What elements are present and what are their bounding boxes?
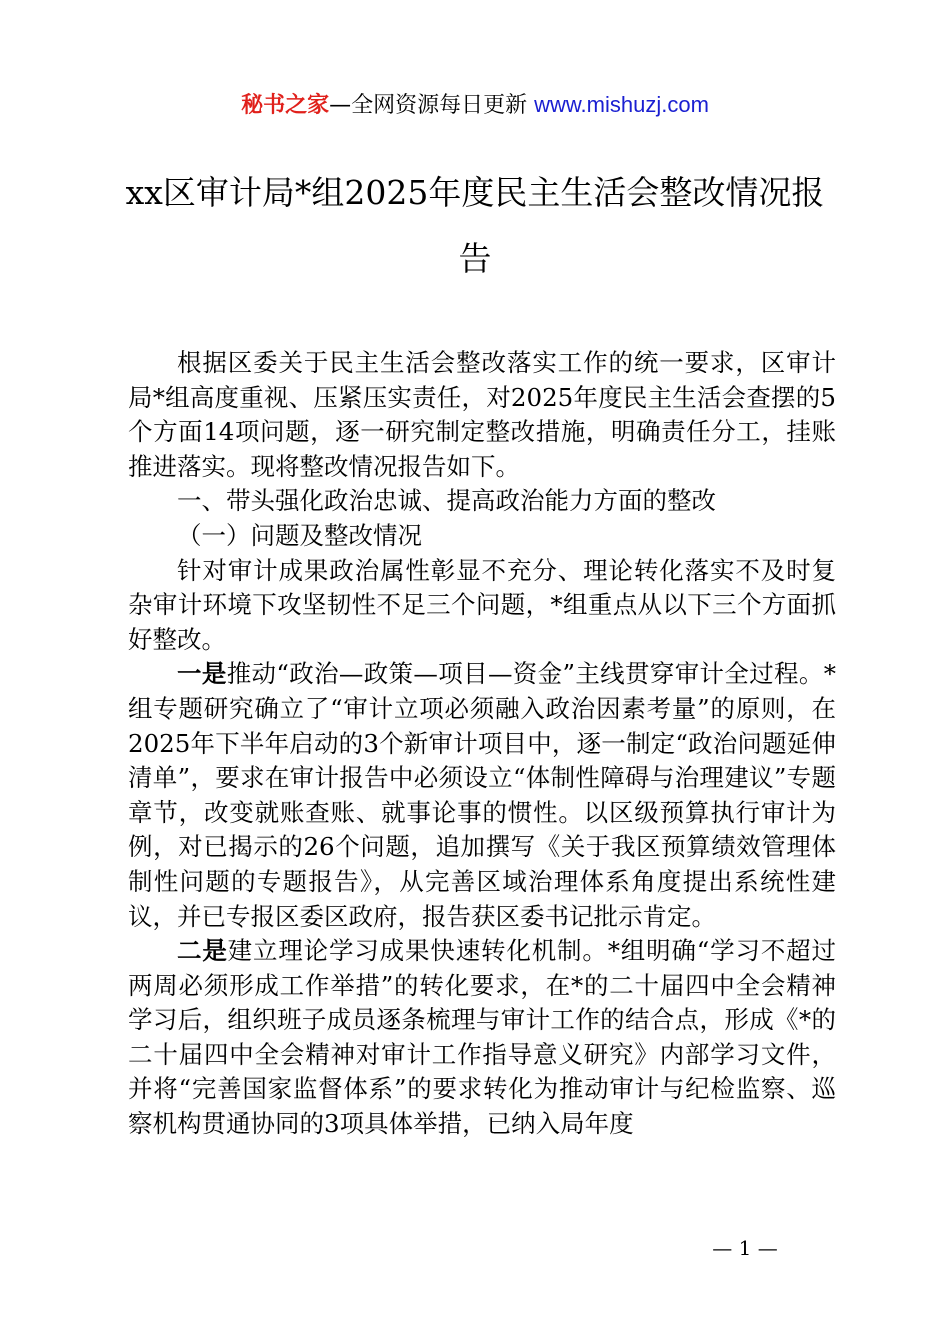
page-number: — 1 — [712,1236,778,1260]
document-title: xx区审计局*组2025年度民主生活会整改情况报告 [125,173,825,278]
banner-slogan: —全网资源每日更新 [329,93,535,118]
paragraph-2-text: 推动“政治—政策—项目—资金”主线贯穿审计全过程。*组专题研究确立了“审计立项必须融入政治因素考量”的原则，在2025年下半年启动的3个新审计项目中，逐一制定“政治问题延伸清单”，要求在审计报告中必须设立“体制性障碍与治理建议”专题章节，改变就账查账、就事论事的惯性。以区级预算执行审计为例，对已揭示的26个问题，追加撰写《关于我区预算绩效管理体制性问题的专题报告》，从完善区域治理体系角度提出系统性建议，并已专报区委区政府，报告获区委书记批示肯定。 [128,659,836,931]
paragraph-2 [128,657,836,934]
paragraph-1: 针对审计成果政治属性彰显不充分、理论转化落实不及时复杂审计环境下攻坚韧性不足三个问题，*组重点从以下三个方面抓好整改。 [128,555,836,654]
header-banner [0,90,950,121]
paragraph-3-lead: 二是 [177,936,228,966]
document-body [128,346,836,1142]
subsection-heading: （一）问题及整改情况 [177,520,422,550]
paragraph-2-lead: 一是 [177,659,227,689]
brand-name: 秘书之家 [241,93,330,118]
paragraph-3 [128,934,836,1142]
section-heading: 一、带头强化政治忠诚、提高政治能力方面的整改 [177,486,716,516]
intro-paragraph: 根据区委关于民主生活会整改落实工作的统一要求，区审计局*组高度重视、压紧压实责任，对2025年度民主生活会查摆的5个方面14项问题，逐一研究制定整改措施，明确责任分工，挂账推进落实。现将整改情况报告如下。 [128,348,836,481]
website-link[interactable]: www.mishuzj.com [534,92,709,117]
paragraph-3-text: 建立理论学习成果快速转化机制。*组明确“学习不超过两周必须形成工作举措”的转化要求，在*的二十届四中全会精神学习后，组织班子成员逐条梳理与审计工作的结合点，形成《*的二十届四中全会精神对审计工作指导意义研究》内部学习文件，并将“完善国家监督体系”的要求转化为推动审计与纪检监察、巡察机构贯通协同的3项具体举措，已纳入局年度 [128,936,836,1139]
